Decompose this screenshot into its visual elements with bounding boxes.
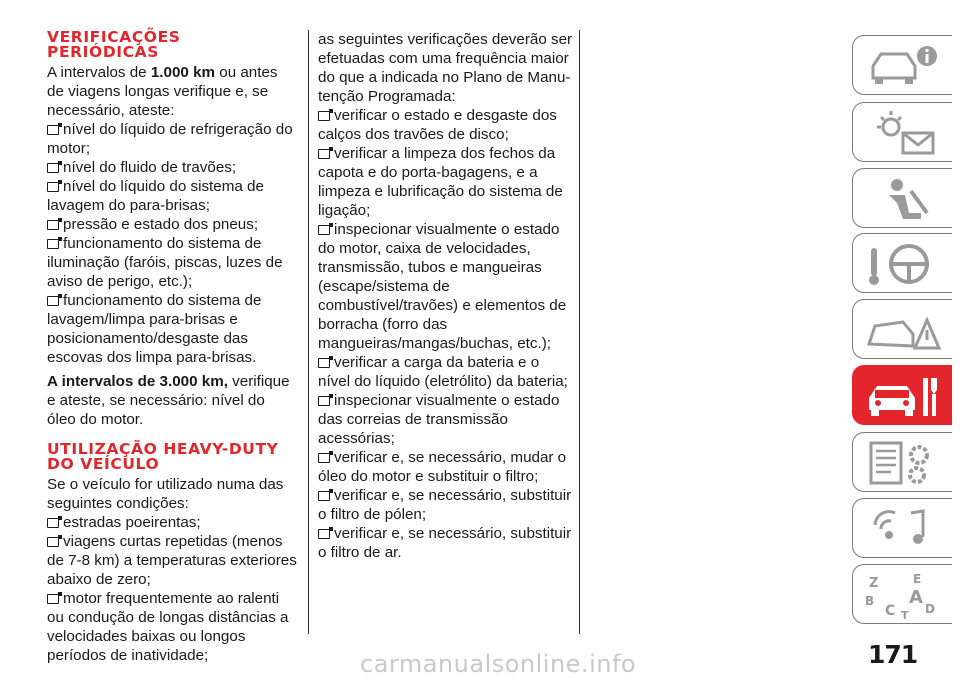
intro-text: A intervalos de bbox=[47, 64, 151, 81]
checklist bbox=[47, 120, 297, 367]
tab-steering[interactable] bbox=[852, 233, 952, 293]
tab-warning-lights[interactable] bbox=[852, 102, 952, 162]
checkbox-bullet-icon bbox=[47, 296, 59, 306]
svg-text:T: T bbox=[901, 609, 909, 621]
checkbox-bullet-icon bbox=[318, 491, 330, 501]
checkbox-bullet-icon bbox=[318, 529, 330, 539]
tab-technical-data[interactable] bbox=[852, 432, 952, 492]
column-middle bbox=[318, 30, 574, 562]
watermark: carmanualsonline.info bbox=[360, 650, 637, 678]
car-maintenance-icon bbox=[861, 370, 947, 422]
checkbox-bullet-icon bbox=[47, 239, 59, 249]
list-item bbox=[47, 177, 297, 215]
emergency-icon bbox=[861, 304, 947, 356]
list-item-text: funcionamento do sistema de iluminação (faróis, piscas, luzes de aviso de perigo, etc.); bbox=[47, 235, 283, 290]
list-item bbox=[47, 120, 297, 158]
list-item bbox=[47, 158, 297, 177]
list-item bbox=[47, 291, 297, 367]
alphabetical-index-icon bbox=[861, 569, 947, 621]
list-item bbox=[318, 448, 574, 486]
section-heading-periodic-checks bbox=[47, 30, 297, 60]
oil-text: verifique e ateste, se necessário: nível do óleo do motor. bbox=[47, 373, 290, 428]
list-item bbox=[47, 532, 297, 589]
svg-text:D: D bbox=[925, 602, 935, 616]
list-item bbox=[318, 391, 574, 448]
heading-line: DO VEÍCULO bbox=[47, 455, 160, 473]
list-item bbox=[318, 220, 574, 353]
list-item bbox=[318, 524, 574, 562]
heavy-duty-intro: Se o veículo for utilizado numa das seguintes condições: bbox=[47, 476, 284, 512]
intro-text: ou antes de viagens longas verifique e, se necessário, ateste: bbox=[47, 64, 278, 119]
list-item-text: verificar a carga da bateria e o nível do líquido (eletrólito) da bateria; bbox=[318, 354, 568, 390]
checkbox-bullet-icon bbox=[318, 396, 330, 406]
list-item-text: viagens curtas repetidas (menos de 7-8 km) a temperaturas exteriores abaixo de zero; bbox=[47, 533, 297, 588]
list-item bbox=[47, 234, 297, 291]
list-item-text: motor frequentemente ao ralenti ou condução de longas distâncias a velocidades baixas ou longos períodos de inatividade; bbox=[47, 590, 289, 664]
tab-multimedia[interactable] bbox=[852, 498, 952, 558]
svg-text:C: C bbox=[885, 603, 896, 619]
technical-data-icon bbox=[861, 437, 947, 489]
column2-intro: as seguintes verificações deverão ser efetuadas com uma frequência maior do que a indicada no Plano de Manutenção Programada: bbox=[318, 31, 573, 105]
checkbox-bullet-icon bbox=[318, 358, 330, 368]
checkbox-bullet-icon bbox=[47, 518, 59, 528]
list-item-text: verificar o estado e desgaste dos calços dos travões de disco; bbox=[318, 107, 557, 143]
list-item bbox=[318, 486, 574, 524]
checkbox-bullet-icon bbox=[47, 594, 59, 604]
tab-emergency[interactable] bbox=[852, 299, 952, 359]
list-item bbox=[318, 353, 574, 391]
list-item-text: inspecionar visualmente o estado do motor, caixa de velocidades, transmissão, tubos e mangueiras (escape/sistema de combustível/travões) e elementos de borracha (forro das mangueiras/mangas/buchas, etc.); bbox=[318, 221, 567, 352]
steering-wheel-icon bbox=[861, 238, 947, 290]
list-item bbox=[47, 589, 297, 665]
tab-seat-safety[interactable] bbox=[852, 168, 952, 228]
intro-bold: 1.000 km bbox=[150, 64, 216, 81]
list-item-text: nível do líquido de refrigeração do motor; bbox=[47, 121, 293, 157]
list-item bbox=[318, 106, 574, 144]
oil-paragraph bbox=[47, 372, 297, 429]
list-item-text: pressão e estado dos pneus; bbox=[63, 216, 259, 233]
svg-text:B: B bbox=[865, 594, 875, 608]
chapter-tabs bbox=[852, 0, 960, 678]
heading-line: VERIFICAÇÕES bbox=[47, 28, 181, 46]
page-number: 171 bbox=[868, 640, 918, 669]
checkbox-bullet-icon bbox=[318, 149, 330, 159]
list-item-text: verificar e, se necessário, mudar o óleo do motor e substituir o filtro; bbox=[318, 449, 567, 485]
checkbox-bullet-icon bbox=[47, 537, 59, 547]
tab-maintenance[interactable] bbox=[852, 365, 952, 425]
checklist bbox=[318, 106, 574, 562]
svg-text:Z: Z bbox=[869, 576, 879, 591]
checkbox-bullet-icon bbox=[47, 182, 59, 192]
list-item-text: inspecionar visualmente o estado das correias de transmissão acessórias; bbox=[318, 392, 560, 447]
column-left bbox=[47, 30, 297, 665]
heading-line: UTILIZAÇÃO HEAVY-DUTY bbox=[47, 440, 279, 458]
checkbox-bullet-icon bbox=[318, 225, 330, 235]
checklist bbox=[47, 513, 297, 665]
warning-lights-icon bbox=[861, 107, 947, 159]
list-item-text: nível do líquido do sistema de lavagem do para-brisas; bbox=[47, 178, 264, 214]
list-item-text: estradas poeirentas; bbox=[63, 514, 201, 531]
list-item bbox=[47, 513, 297, 532]
section-heading-heavy-duty bbox=[47, 442, 297, 472]
list-item-text: verificar e, se necessário, substituir o filtro de pólen; bbox=[318, 487, 572, 523]
multimedia-icon bbox=[861, 503, 947, 555]
checkbox-bullet-icon bbox=[47, 220, 59, 230]
tab-alphabetical-index[interactable] bbox=[852, 564, 952, 624]
checkbox-bullet-icon bbox=[47, 163, 59, 173]
checkbox-bullet-icon bbox=[318, 453, 330, 463]
oil-bold: A intervalos de 3.000 km, bbox=[47, 373, 228, 390]
heading-line: PERIÓDICAS bbox=[47, 43, 159, 61]
checkbox-bullet-icon bbox=[47, 125, 59, 135]
list-item-text: nível do fluido de travões; bbox=[63, 159, 237, 176]
tab-car-info[interactable] bbox=[852, 35, 952, 95]
list-item-text: funcionamento do sistema de lavagem/limpa para-brisas e posicionamento/desgaste das escovas dos limpa para-brisas. bbox=[47, 292, 262, 366]
svg-text:A: A bbox=[909, 587, 923, 608]
seat-safety-icon bbox=[861, 173, 947, 225]
column-divider bbox=[308, 30, 309, 634]
intro-paragraph bbox=[47, 63, 297, 120]
car-info-icon bbox=[861, 40, 947, 92]
svg-text:E: E bbox=[913, 572, 922, 586]
list-item bbox=[318, 144, 574, 220]
list-item-text: verificar e, se necessário, substituir o filtro de ar. bbox=[318, 525, 572, 561]
list-item bbox=[47, 215, 297, 234]
checkbox-bullet-icon bbox=[318, 111, 330, 121]
list-item-text: verificar a limpeza dos fechos da capota e do porta-bagagens, e a limpeza e lubrificação do sistema de ligação; bbox=[318, 145, 563, 219]
column-divider bbox=[579, 30, 580, 634]
